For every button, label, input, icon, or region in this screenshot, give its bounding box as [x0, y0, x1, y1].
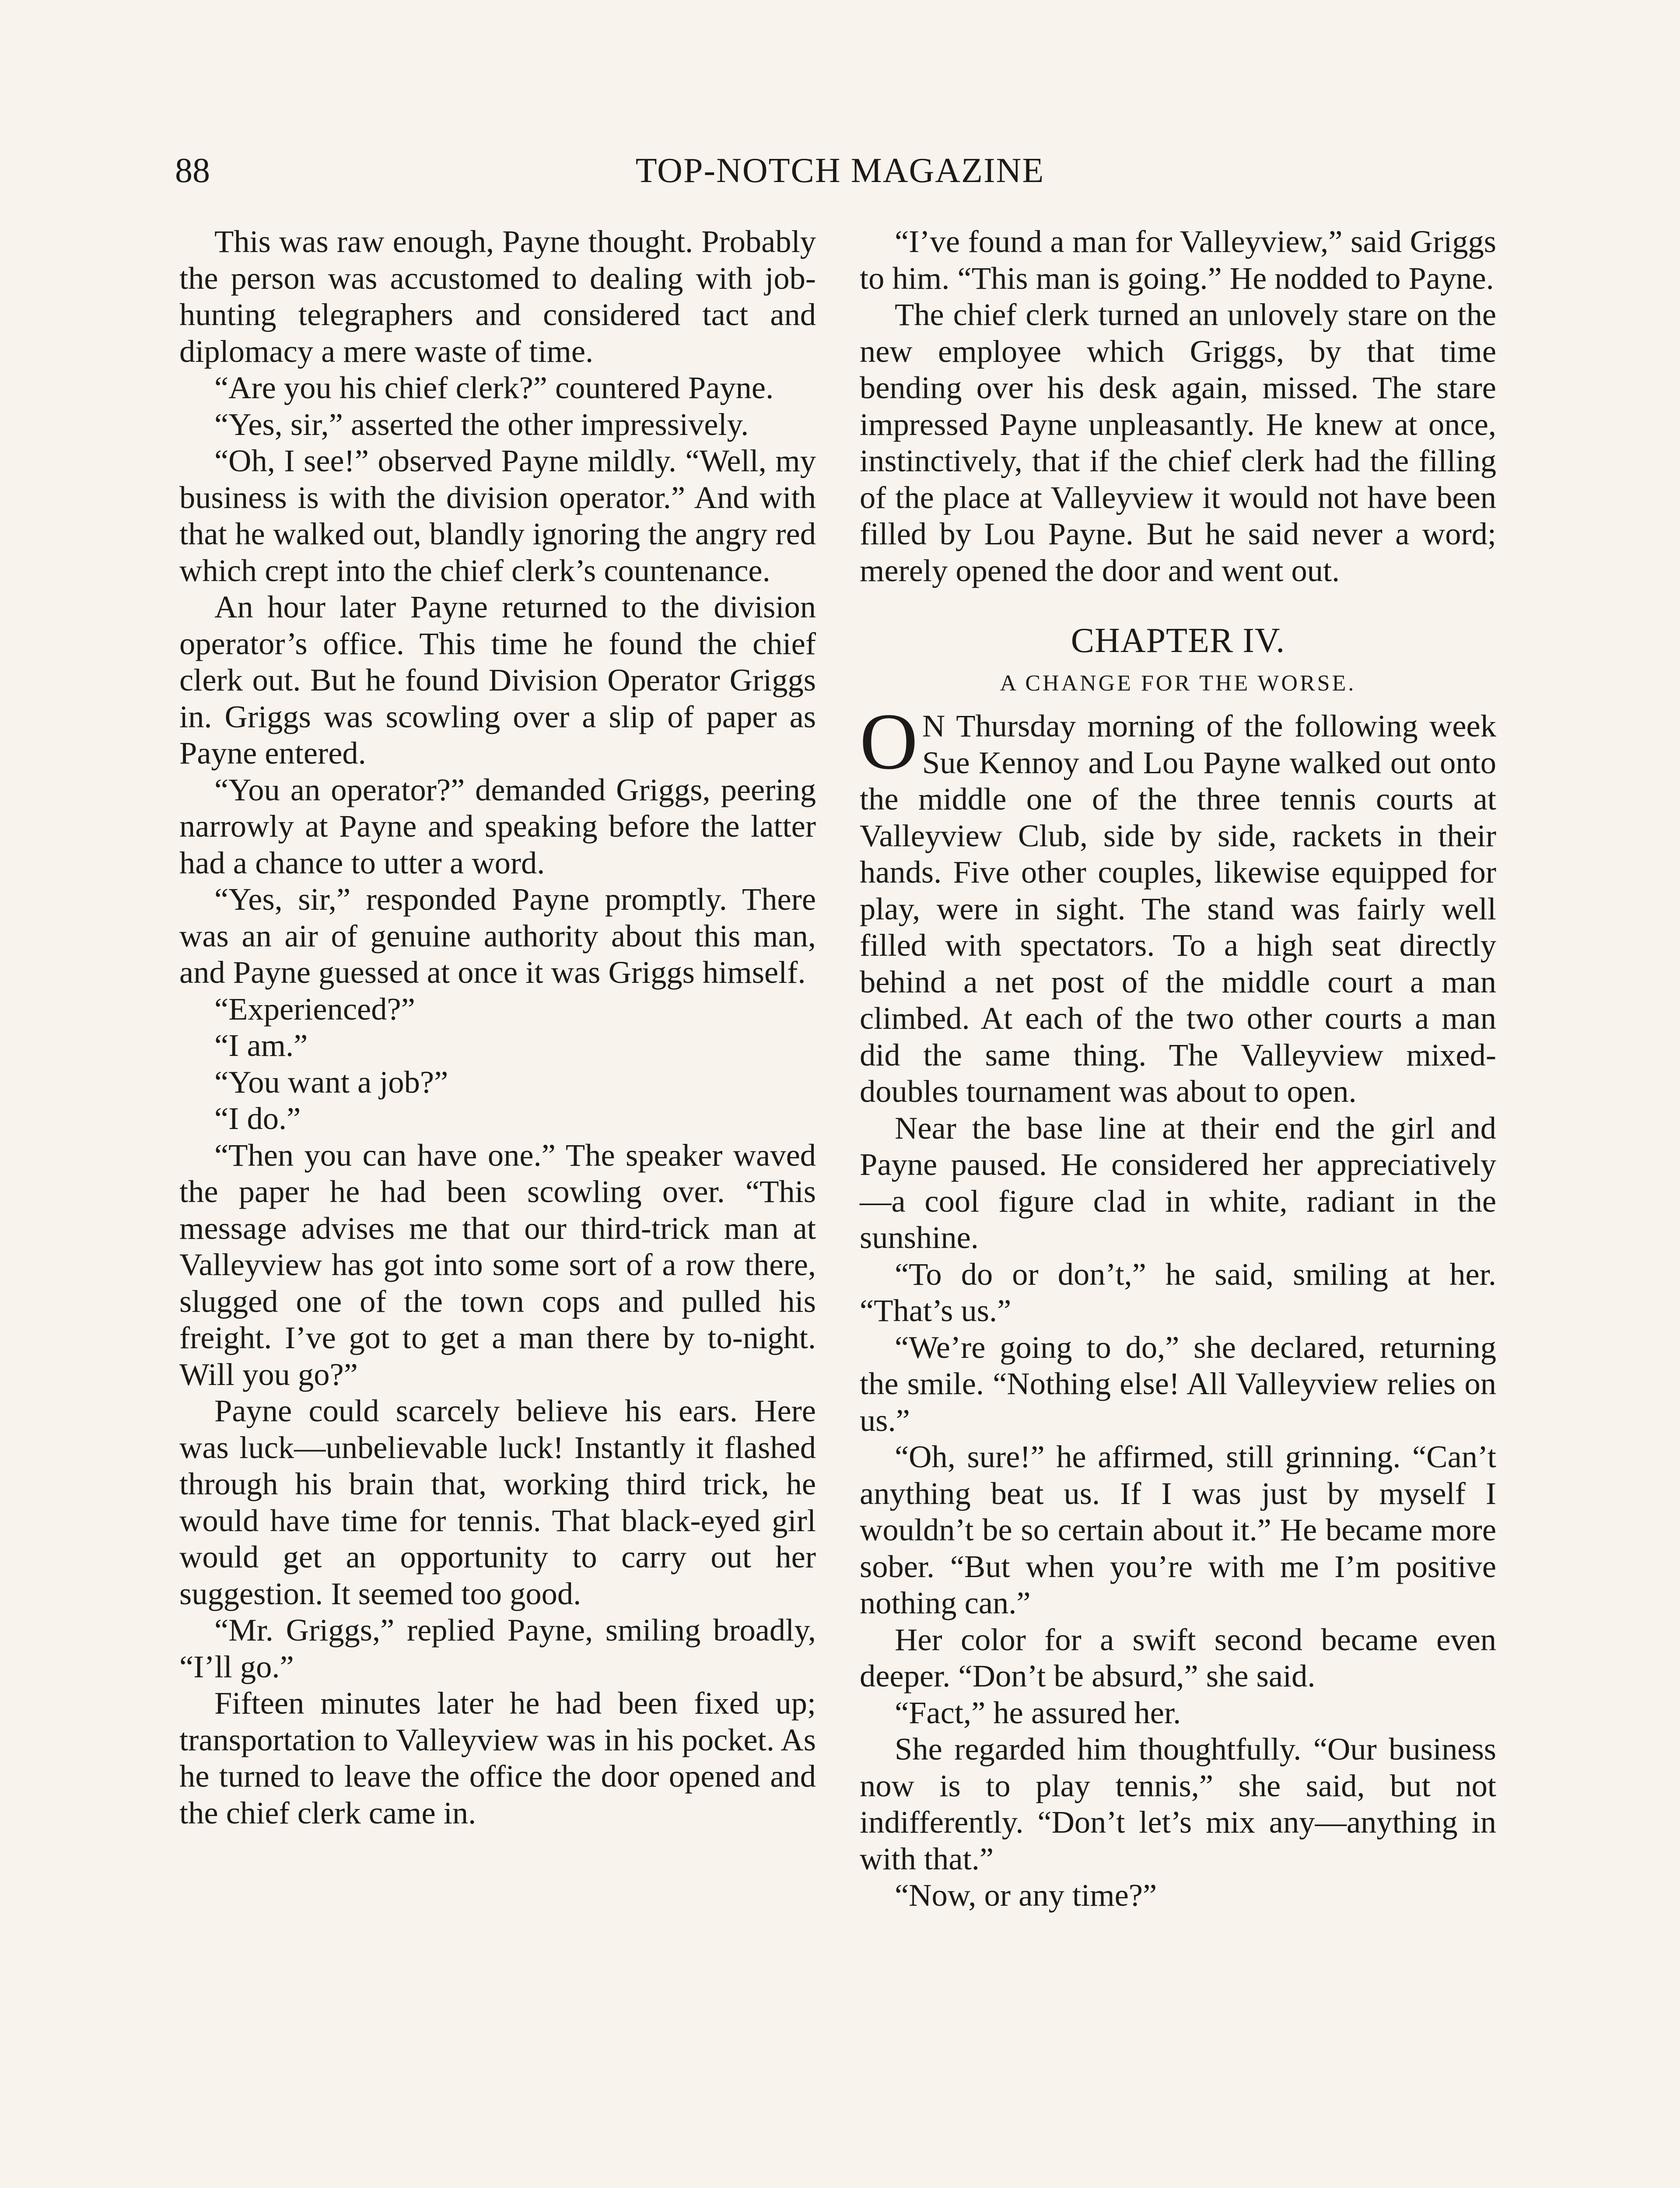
chapter-subtitle: A CHANGE FOR THE WORSE. [1000, 671, 1356, 696]
paragraph: “To do or don’t,” he said, smiling at her. “That’s us.” [860, 1256, 1496, 1328]
paragraph: “You an operator?” demanded Griggs, peering narrowly at Payne and speaking before the latter had a chance to utter a word. [179, 771, 816, 880]
paragraph: “Are you his chief clerk?” countered Payne. [214, 370, 774, 405]
paragraph: “I do.” [214, 1101, 301, 1136]
chapter-opening-paragraph [860, 697, 1496, 1110]
chapter-heading: CHAPTER IV. [1071, 621, 1285, 660]
magazine-title: TOP-NOTCH MAGAZINE [635, 151, 1045, 190]
paragraph: Her color for a swift second became even deeper. “Don’t be absurd,” she said. [860, 1621, 1496, 1694]
paragraph: “Mr. Griggs,” replied Payne, smiling broadly, “I’ll go.” [179, 1612, 816, 1684]
paragraph: “I’ve found a man for Valleyview,” said Griggs to him. “This man is going.” He nodded to Payne. [860, 224, 1496, 296]
paragraph: “Fact,” he assured her. [895, 1694, 1181, 1730]
paragraph: An hour later Payne returned to the division operator’s office. This time he found the chief clerk out. But he found Division Operator Griggs in. Griggs was scowling over a slip of paper as Payne entered. [179, 589, 816, 771]
paragraph: The chief clerk turned an unlovely stare on the new employee which Griggs, by that time bending over his desk again, missed. The stare impressed Payne unpleasantly. He knew at once, instinctively, that if the chief clerk had the filling of the place at Valleyview it would not have been filled by Lou Payne. But he said never a word; merely opened the door and went out. [860, 297, 1496, 588]
paragraph: “Oh, sure!” he affirmed, still grinning. “Can’t anything beat us. If I was just by myself I wouldn’t be so certain about it.” He became more sober. “But when you’re with me I’m positive nothing can.” [860, 1439, 1496, 1620]
paragraph: Payne could scarcely believe his ears. Here was luck—unbelievable luck! Instantly it flashed through his brain that, working third trick, he would have time for tennis. That black-eyed girl would get an opportunity to carry out her suggestion. It seemed too good. [179, 1393, 816, 1611]
page-number: 88 [175, 151, 210, 190]
paragraph: “Oh, I see!” observed Payne mildly. “Well, my business is with the division operator.” And with that he walked out, blandly ignoring the angry red which crept into the chief clerk’s countenance. [179, 443, 816, 588]
paragraph: “Experienced?” [214, 991, 415, 1027]
paragraph: Fifteen minutes later he had been fixed up; transportation to Valleyview was in his pocket. As he turned to leave the office the door opened and the chief clerk came in. [179, 1685, 816, 1830]
chapter-opening-text: N Thursday morning of the following week Sue Kennoy and Lou Payne walked out onto the middle one of the three tennis courts at Valleyview Club, side by side, rackets in their hands. Five other couples, likewise equipped for play, were in sight. The stand was fairly well filled with spectators. To a high seat directly behind a net post of the middle court a man climbed. At each of the two other courts a man did the same thing. The Valleyview mixed-doubles tournament was about to open. [860, 708, 1496, 1109]
paragraph: “Now, or any time?” [895, 1877, 1157, 1913]
paragraph: “You want a job?” [214, 1064, 448, 1100]
paragraph: “Yes, sir,” responded Payne promptly. There was an air of genuine authority about this man, and Payne guessed at once it was Griggs himself. [179, 881, 816, 990]
paragraph: “Yes, sir,” asserted the other impressively. [214, 406, 749, 442]
paragraph: She regarded him thoughtfully. “Our business now is to play tennis,” she said, but not indifferently. “Don’t let’s mix any—anything in with that.” [860, 1731, 1496, 1876]
drop-cap: O [860, 697, 918, 786]
paragraph: “We’re going to do,” she declared, returning the smile. “Nothing else! All Valleyview relies on us.” [860, 1329, 1496, 1438]
paragraph: Near the base line at their end the girl and Payne paused. He considered her appreciatively—a cool figure clad in white, radiant in the sunshine. [860, 1110, 1496, 1255]
right-column [860, 223, 1496, 1914]
page-header [175, 147, 1505, 195]
paragraph: This was raw enough, Payne thought. Probably the person was accustomed to dealing with job-hunting telegraphers and considered tact and diplomacy a mere waste of time. [179, 224, 816, 369]
left-column [179, 223, 816, 1831]
paragraph: “Then you can have one.” The speaker waved the paper he had been scowling over. “This message advises me that our third-trick man at Valleyview has got into some sort of a row there, slugged one of the town cops and pulled his freight. I’ve got to get a man there by to-night. Will you go?” [179, 1137, 816, 1392]
paragraph: “I am.” [214, 1027, 308, 1063]
